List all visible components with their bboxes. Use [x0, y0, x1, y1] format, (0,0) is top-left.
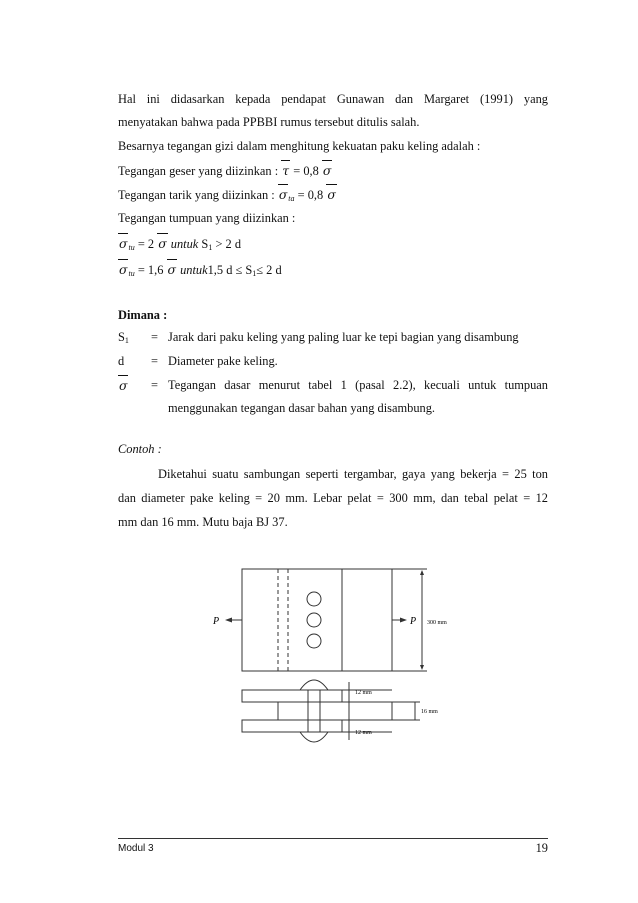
contoh-line: dan diameter pake keling = 20 mm. Lebar pelat = 300 mm, dan tebal pelat = 12	[118, 491, 548, 505]
sigma-symbol: σ	[278, 187, 288, 202]
formula-bearing-1	[118, 236, 548, 255]
formula-shear	[118, 163, 548, 179]
footer-divider	[118, 838, 548, 839]
untuk-word: untuk	[180, 263, 208, 277]
definition-text: Jarak dari paku keling yang paling luar ke tepi bagian yang disambung	[168, 330, 519, 344]
formula-label: Tegangan tarik yang diizinkan :	[118, 188, 275, 202]
cover-plate-bottom	[242, 720, 342, 732]
rivet-hole	[307, 634, 321, 648]
formula-label: Tegangan geser yang diizinkan :	[118, 164, 279, 178]
cover-plate-top	[242, 690, 342, 702]
plate2-thickness: 16 mm	[421, 709, 438, 715]
definition-key	[118, 330, 129, 348]
rivet-head-bottom	[300, 732, 328, 742]
definition-key: d	[118, 354, 125, 368]
page-number: 19	[535, 841, 548, 855]
definition-text: Tegangan dasar menurut tabel 1 (pasal 2.2), kecuali untuk tumpuan	[168, 378, 548, 392]
load-label-right: P	[410, 616, 417, 627]
definition-text: Diameter pake keling.	[168, 354, 278, 368]
formula-tension	[118, 187, 548, 206]
sigma-symbol: σ	[119, 236, 128, 251]
paragraph-line: Hal ini didasarkan kepada pendapat Gunawan dan Margaret (1991) yang	[118, 92, 548, 106]
sigma-symbol: σ	[167, 262, 176, 277]
condition-sub: 1	[208, 243, 213, 252]
key-subscript: 1	[124, 336, 129, 345]
rivet-head-top	[242, 680, 342, 690]
sigma-symbol: σ	[327, 187, 336, 202]
formula-equals: = 0,8	[293, 164, 319, 178]
width-label: 300 mm	[427, 620, 447, 626]
load-label-left: P	[213, 616, 220, 627]
contoh-line: mm dan 16 mm. Mutu baja BJ 37.	[118, 515, 288, 529]
dimana-heading: Dimana :	[118, 308, 168, 322]
paragraph-line: menyatakan bahwa pada PPBBI rumus tersebut ditulis salah.	[118, 115, 420, 129]
bearing-label: Tegangan tumpuan yang diizinkan :	[118, 211, 296, 225]
contoh-heading: Contoh :	[118, 442, 162, 456]
subscript: tu	[128, 269, 135, 278]
sigma-symbol: σ	[158, 236, 167, 251]
sigma-symbol: σ	[322, 163, 332, 178]
definition-text: menggunakan tegangan dasar bahan yang disambung.	[168, 401, 436, 415]
formula-equals: = 0,8	[297, 188, 324, 202]
plate-top-view	[242, 569, 392, 671]
sigma-symbol: σ	[119, 262, 128, 277]
tau-symbol: τ	[282, 163, 290, 178]
condition-sub: 1	[252, 269, 257, 278]
condition-rest: > 2 d	[215, 237, 242, 251]
condition-pre: 1,5 d ≤ S	[207, 263, 253, 277]
riveted-joint-figure	[205, 562, 475, 757]
subscript: ta	[288, 194, 295, 203]
intro-text: Besarnya tegangan gizi dalam menghitung kekuatan paku keling adalah :	[118, 139, 481, 153]
formula-equals: = 1,6	[137, 263, 164, 277]
rivet-hole	[307, 592, 321, 606]
untuk-word: untuk	[170, 237, 199, 251]
rivet-hole	[307, 613, 321, 627]
sigma-symbol: σ	[119, 378, 128, 393]
main-plate	[278, 702, 392, 720]
definition-equals: =	[151, 378, 158, 392]
contoh-line: Diketahui suatu sambungan seperti tergambar, gaya yang bekerja = 25 ton	[158, 467, 548, 481]
condition-s: S	[201, 237, 209, 251]
definition-key	[118, 378, 128, 394]
key-symbol: S	[118, 330, 125, 344]
plate1-thickness: 12 mm	[355, 690, 372, 696]
plate3-thickness: 12 mm	[355, 730, 372, 736]
condition-rest: ≤ 2 d	[256, 263, 282, 277]
definition-equals: =	[151, 354, 158, 368]
formula-bearing-2	[118, 262, 548, 281]
definition-equals: =	[151, 330, 158, 344]
footer-module: Modul 3	[118, 843, 154, 854]
subscript: tu	[128, 243, 135, 252]
formula-equals: = 2	[137, 237, 155, 251]
